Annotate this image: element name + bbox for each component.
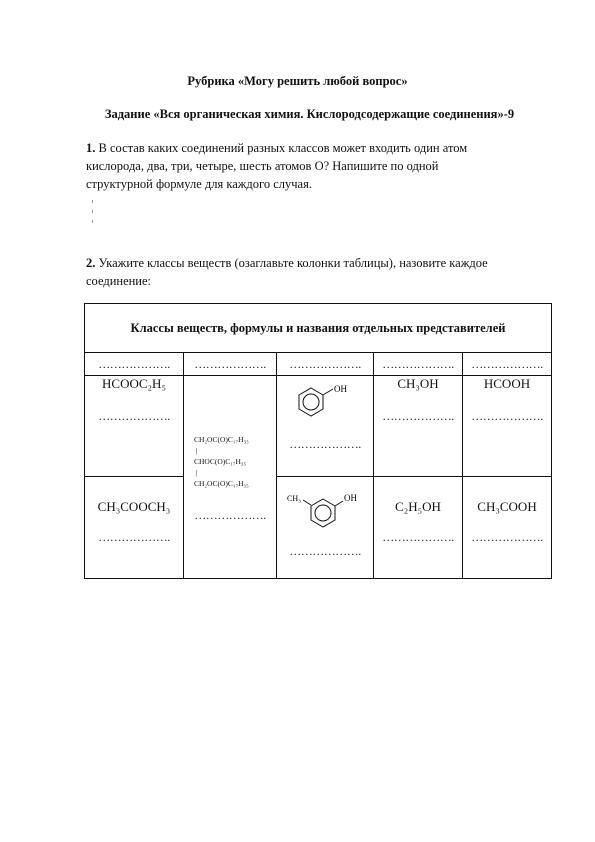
blank-field[interactable]: ………………. bbox=[382, 409, 454, 423]
blank-field[interactable]: ………………. bbox=[471, 530, 543, 544]
task-title: Задание «Вся органическая химия. Кислородсодержащие соединения»-9 bbox=[104, 107, 515, 121]
question-1 bbox=[86, 139, 546, 193]
formula-ethyl-formate: HCOOC₂H₅ bbox=[102, 376, 166, 391]
cresol-ch3-label: CH₃ bbox=[287, 494, 301, 503]
blank-field[interactable]: ………………. bbox=[382, 530, 454, 544]
table-row bbox=[85, 353, 552, 376]
table-row bbox=[85, 477, 552, 579]
cresol-oh-label: OH bbox=[344, 493, 357, 503]
phenol-oh-label: OH bbox=[334, 384, 347, 394]
formula-formic-acid: HCOOH bbox=[483, 376, 531, 391]
m-cresol-structure bbox=[285, 491, 365, 531]
question-2-line1: Укажите классы веществ (озаглавьте колонки таблицы), назовите каждое bbox=[95, 256, 488, 270]
question-1-number: 1. bbox=[86, 141, 96, 155]
table-row bbox=[85, 376, 552, 477]
question-1-line1: В состав каких соединений разных классов может входить один атом bbox=[95, 141, 468, 155]
classes-table bbox=[84, 303, 552, 579]
rubric-title: Рубрика «Могу решить любой вопрос» bbox=[187, 74, 408, 88]
blank-field[interactable]: ………………. bbox=[98, 530, 170, 544]
triglyceride-line3: CH₂OC(O)C₁₇H₃₅ bbox=[194, 478, 249, 488]
triglyceride-line1: CH₂OC(O)C₁₇H₃₅ bbox=[194, 434, 249, 444]
blank-field[interactable]: ………………. bbox=[194, 507, 266, 522]
question-2-line2: соединение: bbox=[86, 274, 152, 288]
blank-field[interactable]: ………………. bbox=[289, 356, 361, 371]
triglyceride-line2: CHOC(O)C₁₇H₃₅ bbox=[194, 456, 247, 466]
question-1-line2: кислорода, два, три, четыре, шесть атомов О? Напишите по одной bbox=[86, 159, 439, 173]
formula-ethanol: C₂H₅OH bbox=[395, 499, 441, 514]
blank-field[interactable]: ………………. bbox=[289, 544, 361, 558]
question-2-number: 2. bbox=[86, 256, 96, 270]
blank-field[interactable]: ………………. bbox=[194, 356, 266, 371]
phenol-structure bbox=[285, 382, 365, 422]
question-2 bbox=[86, 254, 546, 290]
blank-field[interactable]: ………………. bbox=[98, 356, 170, 371]
formula-methanol: CH₃OH bbox=[397, 376, 439, 391]
blank-field[interactable]: ………………. bbox=[98, 409, 170, 423]
answer-margin-marks bbox=[92, 200, 94, 230]
triglyceride-structure: CH₂OC(O)C₁₇H₃₅ | CHOC(O)C₁₇H₃₅ | CH₂OC(O)C₁₇H₃₅ bbox=[184, 434, 276, 489]
blank-field[interactable]: ………………. bbox=[471, 409, 543, 423]
formula-methyl-acetate: CH₃COOCH₃ bbox=[97, 499, 171, 514]
blank-field[interactable]: ………………. bbox=[382, 356, 454, 371]
blank-field[interactable]: ………………. bbox=[289, 437, 361, 451]
formula-acetic-acid: CH₃COOH bbox=[477, 499, 537, 514]
blank-field[interactable]: ………………. bbox=[471, 356, 543, 371]
question-1-line3: структурной формуле для каждого случая. bbox=[86, 177, 312, 191]
table-header: Классы веществ, формулы и названия отдельных представителей bbox=[85, 304, 552, 353]
